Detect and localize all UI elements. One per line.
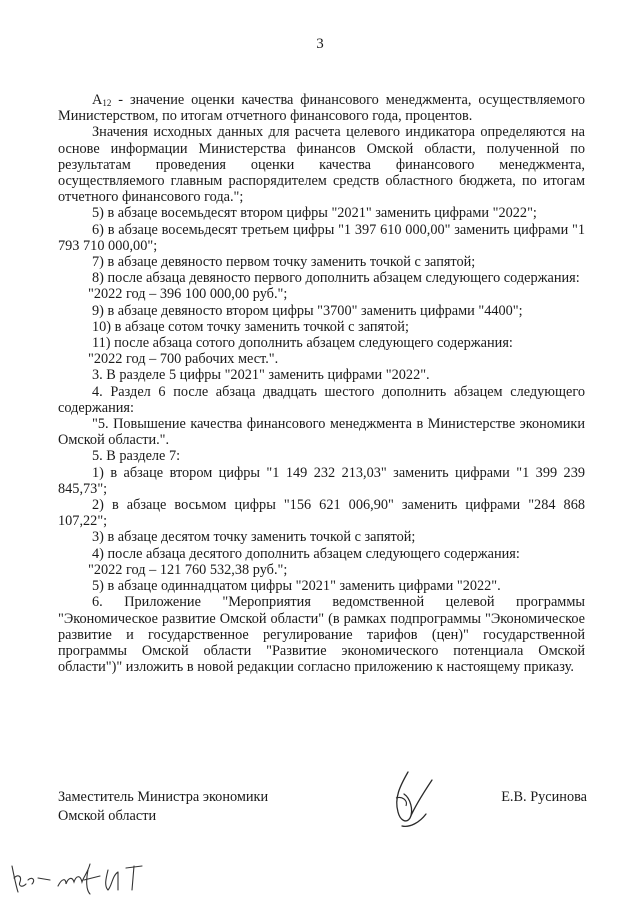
paragraph-text: 2) в абзаце восьмом цифры "156 621 006,90" заменить цифрами "284 868 107,22"; bbox=[58, 497, 585, 530]
paragraph-text: 5. В разделе 7: bbox=[92, 448, 181, 465]
body-paragraph bbox=[58, 465, 585, 497]
paragraph-text: 1) в абзаце втором цифры "1 149 232 213,03" заменить цифрами "1 399 239 845,73"; bbox=[58, 464, 585, 497]
signer-title-line-1: Заместитель Министра экономики bbox=[58, 789, 269, 805]
paragraph-text: 10) в абзаце сотом точку заменить точкой с запятой; bbox=[92, 318, 409, 335]
body-paragraph bbox=[58, 578, 585, 594]
body-paragraph bbox=[58, 416, 585, 448]
body-paragraph bbox=[58, 351, 585, 367]
handwritten-initials-mark bbox=[8, 856, 158, 898]
body-paragraph bbox=[58, 546, 585, 562]
body-paragraph bbox=[58, 286, 585, 302]
paragraph-text: 6) в абзаце восемьдесят третьем цифры "1 397 610 000,00" заменить цифрами "1 793 710 000,00"; bbox=[58, 221, 585, 254]
paragraph-text: 6. Приложение "Мероприятия ведомственной целевой программы "Экономическое развитие Омской области" (в рамках подпрограммы "Экономическое развитие и государственное регулирование тарифов (цен)" государственной программы Омской области "Развитие экономического потенциала Омской области")" изложить в новой редакции согласно приложению к настоящему приказу. bbox=[58, 594, 585, 676]
body-paragraph bbox=[58, 384, 585, 416]
body-paragraph bbox=[58, 448, 585, 464]
body-paragraph bbox=[58, 319, 585, 335]
paragraph-text: "5. Повышение качества финансового менеджмента в Министерстве экономики Омской области.". bbox=[58, 416, 585, 449]
paragraph-text: 4) после абзаца десятого дополнить абзацем следующего содержания: bbox=[92, 545, 520, 562]
handwritten-signature bbox=[380, 768, 444, 838]
paragraph-text: 3) в абзаце десятом точку заменить точкой с запятой; bbox=[92, 529, 416, 546]
body-paragraph bbox=[58, 124, 585, 205]
body-paragraph bbox=[58, 335, 585, 351]
paragraph-text: 5) в абзаце одиннадцатом цифры "2021" заменить цифрами "2022". bbox=[92, 578, 501, 595]
document-body bbox=[58, 92, 585, 675]
body-paragraph bbox=[58, 529, 585, 545]
signer-title bbox=[58, 788, 318, 826]
signer-title-line-2: Омской области bbox=[58, 808, 157, 824]
paragraph-text: 5) в абзаце восемьдесят втором цифры "2021" заменить цифрами "2022"; bbox=[92, 205, 537, 222]
body-paragraph bbox=[58, 367, 585, 383]
body-paragraph bbox=[58, 562, 585, 578]
indicator-subscript: 12 bbox=[102, 98, 112, 108]
body-paragraph bbox=[58, 270, 585, 286]
paragraph-text: "2022 год – 121 760 532,38 руб."; bbox=[88, 561, 288, 578]
body-paragraph bbox=[58, 92, 585, 124]
paragraph-text: Значения исходных данных для расчета целевого индикатора определяются на основе информации Министерства финансов Омской области, полученной по результатам проведения оценки качества финансового менеджмента, осуществляемого главным распорядителем средств областного бюджета, по итогам отчетного финансового года."; bbox=[58, 124, 585, 206]
body-paragraph bbox=[58, 254, 585, 270]
paragraph-text: - значение оценки качества финансового менеджмента, осуществляемого Министерством, по итогам отчетного финансового года, процентов. bbox=[58, 92, 585, 125]
paragraph-text: 11) после абзаца сотого дополнить абзацем следующего содержания: bbox=[92, 335, 513, 352]
body-paragraph bbox=[58, 303, 585, 319]
paragraph-text: 9) в абзаце девяносто втором цифры "3700" заменить цифрами "4400"; bbox=[92, 302, 523, 319]
body-paragraph bbox=[58, 497, 585, 529]
page-number: 3 bbox=[316, 36, 324, 52]
paragraph-text: 3. В разделе 5 цифры "2021" заменить цифрами "2022". bbox=[92, 367, 430, 384]
body-paragraph bbox=[58, 222, 585, 254]
indicator-symbol: A bbox=[92, 92, 103, 108]
paragraph-text: "2022 год – 700 рабочих мест.". bbox=[88, 351, 279, 368]
paragraph-text: 8) после абзаца девяносто первого дополнить абзацем следующего содержания: bbox=[92, 270, 580, 287]
paragraph-text: "2022 год – 396 100 000,00 руб."; bbox=[88, 286, 288, 303]
paragraph-text: 7) в абзаце девяносто первом точку заменить точкой с запятой; bbox=[92, 254, 476, 271]
paragraph-text: 4. Раздел 6 после абзаца двадцать шестого дополнить абзацем следующего содержания: bbox=[58, 383, 585, 416]
signer-name: Е.В. Русинова bbox=[501, 789, 587, 805]
body-paragraph bbox=[58, 594, 585, 675]
body-paragraph bbox=[58, 205, 585, 221]
